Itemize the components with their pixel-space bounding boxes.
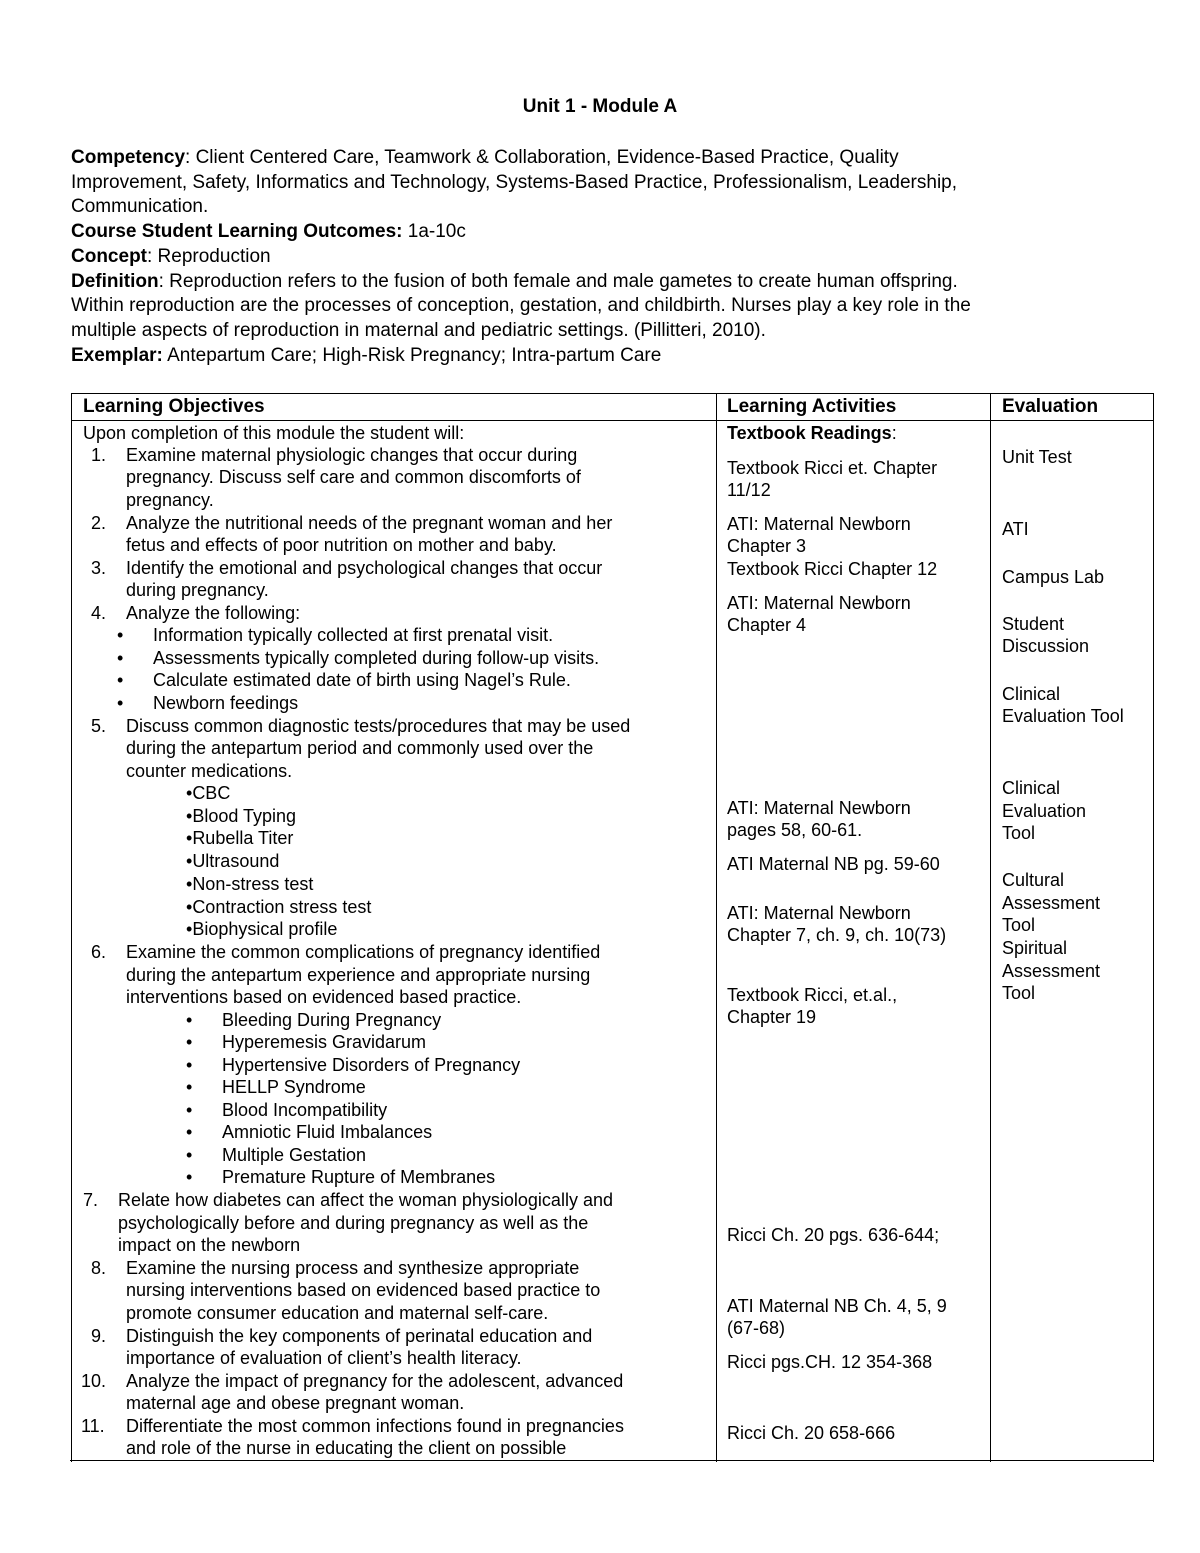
activity-item: Textbook Ricci Chapter 12 [727, 559, 938, 579]
objective-line: Examine the common complications of pregnancy identified [126, 942, 601, 962]
objective-line: fetus and effects of poor nutrition on mother and baby. [126, 535, 557, 555]
definition-line: Within reproduction are the processes of conception, gestation, and childbirth. Nurses play a key role in the [71, 295, 971, 317]
objective-line: Relate how diabetes can affect the woman physiologically and [118, 1190, 613, 1210]
activity-item: Ricci pgs.CH. 12 354-368 [727, 1352, 933, 1372]
objective-line: Examine the nursing process and synthesize appropriate [126, 1258, 580, 1278]
competency-label: Competency [71, 147, 186, 168]
objective-line: interventions based on evidenced based practice. [126, 987, 522, 1007]
activity-item: Chapter 19 [727, 1007, 817, 1027]
objective-number: 6. [91, 942, 107, 962]
bullet-item: •Blood Typing [186, 806, 297, 826]
bullet-item: •Contraction stress test [186, 897, 372, 917]
objective-line: psychologically before and during pregnancy as well as the [118, 1213, 589, 1233]
evaluation-item: Tool [1002, 823, 1036, 843]
bullet-item: •Non-stress test [186, 874, 314, 894]
objective-number: 1. [91, 445, 107, 465]
objective-line: importance of evaluation of client’s health literacy. [126, 1348, 522, 1368]
bullet-icon: • [186, 1010, 193, 1030]
definition-label: Definition [71, 270, 159, 292]
objective-number: 7. [83, 1190, 99, 1210]
objective-number: 11. [81, 1416, 105, 1436]
objective-line: pregnancy. Discuss self care and common discomforts of [126, 467, 581, 487]
definition-line: : Reproduction refers to the fusion of both female and male gametes to create human offspring. [158, 270, 958, 292]
activity-item: ATI: Maternal Newborn [727, 514, 911, 534]
objective-line: Analyze the following: [126, 603, 301, 623]
activity-item: 11/12 [727, 480, 771, 500]
objective-number: 5. [91, 716, 107, 736]
page-title: Unit 1 - Module A [522, 96, 678, 117]
evaluation-item: Evaluation [1002, 801, 1087, 821]
concept-value: : Reproduction [147, 245, 271, 267]
activity-item: ATI Maternal NB pg. 59-60 [727, 854, 940, 874]
activities-heading: Textbook Readings: [727, 423, 897, 443]
objective-line: Identify the emotional and psychological changes that occur [126, 558, 603, 578]
evaluation-item: ATI [1002, 519, 1029, 539]
bullet-icon: • [186, 1077, 193, 1097]
objective-line: Distinguish the key components of perinatal education and [126, 1326, 593, 1346]
objective-line: maternal age and obese pregnant woman. [126, 1393, 465, 1413]
evaluation-item: Spiritual [1002, 938, 1068, 958]
concept-label: Concept [71, 245, 147, 267]
evaluation-item: Cultural [1002, 870, 1065, 890]
objectives-intro: Upon completion of this module the student will: [83, 423, 465, 443]
activity-item: ATI: Maternal Newborn [727, 593, 911, 613]
bullet-item: •Ultrasound [186, 851, 280, 871]
objective-line: during the antepartum period and commonly used over the [126, 738, 594, 758]
bullet-item: HELLP Syndrome [222, 1077, 366, 1097]
objective-line: during the antepartum experience and appropriate nursing [126, 965, 591, 985]
bullet-item: Bleeding During Pregnancy [222, 1010, 442, 1030]
objective-line: promote consumer education and maternal self-care. [126, 1303, 549, 1323]
activity-item: Ricci Ch. 20 pgs. 636-644; [727, 1225, 940, 1245]
objectives-table [71, 393, 1154, 1462]
bullet-item: Premature Rupture of Membranes [222, 1167, 496, 1187]
bullet-item: •Biophysical profile [186, 919, 338, 939]
bullet-icon: • [117, 648, 124, 668]
bullet-icon: • [186, 1055, 193, 1075]
evaluation-item: Assessment [1002, 961, 1101, 981]
objective-line: Differentiate the most common infections found in pregnancies [126, 1416, 624, 1436]
bullet-item: Hyperemesis Gravidarum [222, 1032, 427, 1052]
competency-line: Communication. [71, 196, 209, 218]
exemplar-label: Exemplar: [71, 344, 163, 366]
activity-item: Ricci Ch. 20 658-666 [727, 1423, 896, 1443]
competency-line: Improvement, Safety, Informatics and Technology, Systems-Based Practice, Professionalism, Leadership, [71, 171, 958, 193]
evaluation-item: Student [1002, 614, 1065, 634]
table-bottom-border [70, 1460, 1153, 1461]
column-header-evaluation: Evaluation [1002, 396, 1099, 417]
exemplar-value: Antepartum Care; High-Risk Pregnancy; Intra-partum Care [162, 344, 662, 366]
evaluation-item: Unit Test [1002, 447, 1072, 467]
evaluation-item: Discussion [1002, 636, 1090, 656]
activity-item: ATI Maternal NB Ch. 4, 5, 9 [727, 1296, 947, 1316]
objective-line: during pregnancy. [126, 580, 269, 600]
objective-line: counter medications. [126, 761, 293, 781]
bullet-icon: • [117, 625, 124, 645]
activity-item: ATI: Maternal Newborn [727, 903, 911, 923]
column-divider [990, 394, 991, 1462]
bullet-item: •Rubella Titer [186, 828, 294, 848]
bullet-item: Amniotic Fluid Imbalances [222, 1122, 433, 1142]
bullet-icon: • [186, 1167, 193, 1187]
bullet-icon: • [186, 1122, 193, 1142]
activity-item: (67-68) [727, 1318, 786, 1338]
objective-number: 2. [91, 513, 107, 533]
activity-item: ATI: Maternal Newborn [727, 798, 911, 818]
bullet-item: Calculate estimated date of birth using Nagel’s Rule. [153, 670, 571, 690]
bullet-item: Assessments typically completed during follow-up visits. [153, 648, 600, 668]
activity-item: Textbook Ricci, et.al., [727, 985, 898, 1005]
activity-item: Textbook Ricci et. Chapter [727, 458, 938, 478]
competency-line: : Client Centered Care, Teamwork & Collaboration, Evidence-Based Practice, Quality [185, 147, 899, 168]
objective-line: Discuss common diagnostic tests/procedures that may be used [126, 716, 631, 736]
definition-line: multiple aspects of reproduction in maternal and pediatric settings. (Pillitteri, 2010). [71, 319, 766, 341]
objective-line: Examine maternal physiologic changes that occur during [126, 445, 578, 465]
objective-number: 8. [91, 1258, 107, 1278]
column-header-objectives: Learning Objectives [83, 396, 265, 417]
objective-number: 10. [81, 1371, 107, 1391]
objective-line: pregnancy. [126, 490, 214, 510]
objective-number: 9. [91, 1326, 107, 1346]
evaluation-item: Clinical [1002, 684, 1061, 704]
bullet-icon: • [186, 1145, 193, 1165]
column-header-activities: Learning Activities [727, 396, 897, 417]
activity-item: pages 58, 60-61. [727, 820, 863, 840]
bullet-item: Blood Incompatibility [222, 1100, 388, 1120]
objective-number: 4. [91, 603, 107, 623]
outcomes-value: 1a-10c [402, 221, 466, 243]
objective-line: Analyze the nutritional needs of the pregnant woman and her [126, 513, 613, 533]
bullet-item: •CBC [186, 783, 231, 803]
objective-number: 3. [91, 558, 107, 578]
column-divider [716, 394, 717, 1462]
evaluation-item: Clinical [1002, 778, 1061, 798]
evaluation-item: Evaluation Tool [1002, 706, 1124, 726]
bullet-item: Information typically collected at first prenatal visit. [153, 625, 554, 645]
activity-item: Chapter 7, ch. 9, ch. 10(73) [727, 925, 947, 945]
bullet-icon: • [117, 670, 124, 690]
bullet-icon: • [117, 693, 124, 713]
activity-item: Chapter 3 [727, 536, 807, 556]
activity-item: Chapter 4 [727, 615, 807, 635]
evaluation-item: Tool [1002, 983, 1036, 1003]
competency-paragraph [71, 146, 1151, 368]
outcomes-label: Course Student Learning Outcomes: [71, 221, 403, 243]
objective-line: and role of the nurse in educating the client on possible [126, 1438, 567, 1458]
bullet-item: Multiple Gestation [222, 1145, 367, 1165]
evaluation-item: Tool [1002, 915, 1036, 935]
bullet-icon: • [186, 1100, 193, 1120]
bullet-item: Hypertensive Disorders of Pregnancy [222, 1055, 521, 1075]
evaluation-item: Campus Lab [1002, 567, 1105, 587]
bullet-item: Newborn feedings [153, 693, 299, 713]
objective-line: nursing interventions based on evidenced based practice to [126, 1280, 601, 1300]
header-divider [72, 420, 1153, 421]
bullet-icon: • [186, 1032, 193, 1052]
evaluation-item: Assessment [1002, 893, 1101, 913]
objective-line: Analyze the impact of pregnancy for the adolescent, advanced [126, 1371, 624, 1391]
objective-line: impact on the newborn [118, 1235, 301, 1255]
